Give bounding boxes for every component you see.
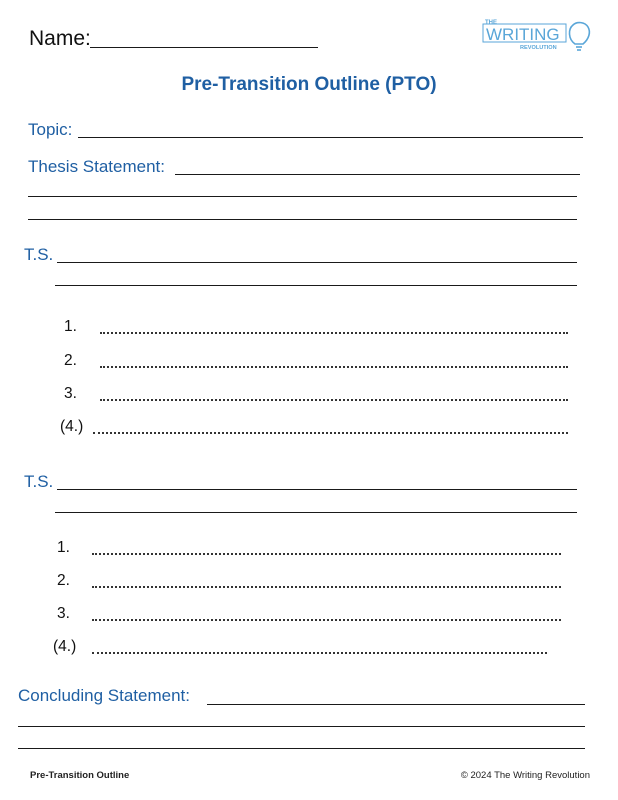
name-label: Name:	[29, 27, 91, 50]
thesis-label: Thesis Statement:	[28, 157, 166, 176]
concluding-line-2[interactable]	[18, 726, 585, 727]
name-line[interactable]	[90, 47, 318, 48]
item-number: 3.	[64, 385, 77, 402]
item-dotted-line[interactable]	[93, 432, 568, 434]
item-dotted-line[interactable]	[92, 553, 561, 555]
topic-sentence-label-2: T.S.	[24, 472, 54, 491]
item-number-optional: (4.)	[60, 418, 84, 435]
logo-main-text: WRITING	[486, 25, 560, 44]
item-number: 3.	[57, 605, 70, 622]
item-number: 1.	[57, 539, 70, 556]
topic-label: Topic:	[28, 120, 73, 139]
concluding-line-1[interactable]	[207, 704, 585, 705]
item-number: 2.	[57, 572, 70, 589]
topic-sentence-line-1b[interactable]	[55, 285, 577, 286]
thesis-line-3[interactable]	[28, 219, 577, 220]
footer-copyright: © 2024 The Writing Revolution	[460, 770, 590, 781]
item-number: 2.	[64, 352, 77, 369]
page-title: Pre-Transition Outline (PTO)	[181, 74, 437, 95]
topic-sentence-line-1a[interactable]	[57, 262, 577, 263]
thesis-line-2[interactable]	[28, 196, 577, 197]
topic-sentence-line-2b[interactable]	[55, 512, 577, 513]
item-number-optional: (4.)	[53, 638, 77, 655]
item-dotted-line[interactable]	[92, 652, 547, 654]
logo-bottom-text: REVOLUTION	[520, 45, 557, 51]
concluding-line-3[interactable]	[18, 748, 585, 749]
topic-sentence-line-2a[interactable]	[57, 489, 577, 490]
concluding-label: Concluding Statement:	[18, 686, 190, 705]
logo-top-text: THE	[485, 20, 497, 26]
item-dotted-line[interactable]	[92, 586, 561, 588]
lightbulb-icon	[569, 23, 589, 50]
topic-sentence-label-1: T.S.	[24, 245, 54, 264]
item-dotted-line[interactable]	[100, 366, 568, 368]
footer-title: Pre-Transition Outline	[30, 770, 130, 781]
topic-line[interactable]	[78, 137, 583, 138]
item-dotted-line[interactable]	[100, 332, 568, 334]
item-dotted-line[interactable]	[100, 399, 568, 401]
thesis-line-1[interactable]	[175, 174, 580, 175]
item-dotted-line[interactable]	[92, 619, 561, 621]
item-number: 1.	[64, 318, 77, 335]
writing-revolution-logo	[482, 17, 592, 53]
